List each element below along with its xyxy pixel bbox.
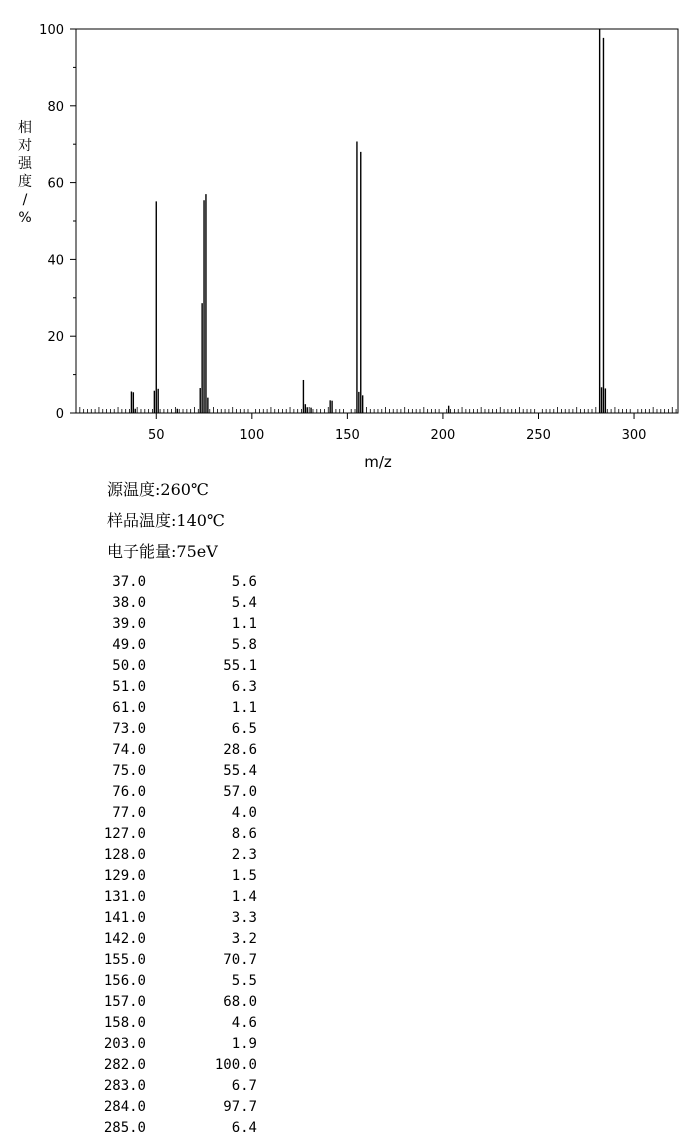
peak-intensity: 1.1	[231, 616, 257, 632]
peak-intensity: 6.3	[231, 679, 257, 695]
peak-table-row	[0, 593, 300, 614]
peak-table-row	[0, 572, 300, 593]
y-axis-ticks	[39, 23, 76, 422]
peak-mz: 158.0	[103, 1015, 146, 1031]
peak-mz: 76.0	[112, 784, 146, 800]
peak-intensity: 1.5	[231, 868, 257, 884]
peak-table-row	[0, 887, 300, 908]
spectrum-peaks	[131, 29, 605, 413]
peak-table-row	[0, 992, 300, 1013]
peak-table-row	[0, 1034, 300, 1055]
peak-mz: 155.0	[103, 952, 146, 968]
peak-intensity: 100.0	[214, 1057, 257, 1073]
peak-mz: 156.0	[103, 973, 146, 989]
x-tick-label: 100	[239, 428, 265, 443]
peak-intensity: 5.8	[231, 637, 257, 653]
peak-table-row	[0, 761, 300, 782]
peak-intensity: 57.0	[223, 784, 257, 800]
peak-table-row	[0, 1076, 300, 1097]
peak-mz: 61.0	[112, 700, 146, 716]
peak-intensity: 70.7	[223, 952, 257, 968]
peak-mz: 73.0	[112, 721, 146, 737]
peak-table-row	[0, 698, 300, 719]
y-tick-label: 20	[47, 330, 64, 346]
electron-energy: 电子能量:75eV	[107, 542, 218, 561]
peak-mz: 74.0	[112, 742, 146, 758]
peak-mz: 157.0	[103, 994, 146, 1010]
peak-table-row	[0, 1055, 300, 1076]
peak-mz: 50.0	[112, 658, 146, 674]
source-temperature: 源温度:260℃	[107, 480, 209, 499]
plot-frame	[76, 29, 678, 413]
peak-table-row	[0, 677, 300, 698]
y-tick-label: 0	[55, 407, 64, 422]
peak-mz: 284.0	[103, 1099, 146, 1115]
peak-mz: 51.0	[112, 679, 146, 695]
peak-mz: 131.0	[103, 889, 146, 905]
peak-mz: 128.0	[103, 847, 146, 863]
peak-intensity: 6.4	[231, 1120, 257, 1136]
peak-intensity: 55.1	[223, 658, 257, 674]
peak-mz: 283.0	[103, 1078, 146, 1094]
peak-mz: 142.0	[103, 931, 146, 947]
peak-intensity: 68.0	[223, 994, 257, 1010]
peak-mz: 38.0	[112, 595, 146, 611]
peak-intensity: 8.6	[231, 826, 257, 842]
peak-table-row	[0, 950, 300, 971]
peak-intensity: 5.4	[231, 595, 257, 611]
y-tick-label: 100	[39, 23, 64, 38]
x-tick-label: 50	[147, 428, 165, 443]
peak-intensity: 1.4	[231, 889, 257, 905]
y-tick-label: 80	[47, 99, 64, 115]
x-tick-label: 300	[621, 428, 647, 443]
peak-table-row	[0, 929, 300, 950]
x-tick-label: 200	[430, 428, 456, 443]
peak-intensity: 5.5	[231, 973, 257, 989]
peak-mz: 129.0	[103, 868, 146, 884]
peak-mz: 49.0	[112, 637, 146, 653]
peak-table-row	[0, 824, 300, 845]
y-tick-label: 40	[47, 253, 64, 269]
peak-intensity: 2.3	[231, 847, 257, 863]
peak-intensity: 6.5	[231, 721, 257, 737]
peak-mz: 37.0	[112, 574, 146, 590]
y-axis-label: 相对强度/ %	[18, 120, 32, 226]
mass-spectrum-chart	[0, 0, 687, 480]
peak-table-row	[0, 803, 300, 824]
peak-table-row	[0, 656, 300, 677]
x-minor-ticks	[76, 407, 676, 413]
x-axis-ticks	[148, 413, 646, 443]
peak-table-row	[0, 782, 300, 803]
peak-mz: 127.0	[103, 826, 146, 842]
peak-intensity: 5.6	[231, 574, 257, 590]
peak-mz: 285.0	[103, 1120, 146, 1136]
peak-intensity: 4.0	[231, 805, 257, 821]
peak-mz: 282.0	[103, 1057, 146, 1073]
peak-intensity: 6.7	[231, 1078, 257, 1094]
peak-table	[0, 572, 300, 1139]
peak-intensity: 28.6	[223, 742, 257, 758]
peak-intensity: 97.7	[223, 1099, 257, 1115]
peak-table-row	[0, 635, 300, 656]
peak-intensity: 4.6	[231, 1015, 257, 1031]
peak-mz: 141.0	[103, 910, 146, 926]
x-axis-label: m/z	[364, 453, 392, 471]
peak-table-row	[0, 908, 300, 929]
peak-mz: 75.0	[112, 763, 146, 779]
peak-intensity: 3.3	[231, 910, 257, 926]
peak-table-row	[0, 971, 300, 992]
x-tick-label: 150	[334, 428, 360, 443]
peak-table-row	[0, 1013, 300, 1034]
sample-temperature: 样品温度:140℃	[107, 511, 225, 530]
y-tick-label: 60	[47, 176, 64, 192]
peak-table-row	[0, 845, 300, 866]
peak-table-row	[0, 740, 300, 761]
peak-intensity: 1.1	[231, 700, 257, 716]
peak-mz: 203.0	[103, 1036, 146, 1052]
peak-table-row	[0, 614, 300, 635]
peak-mz: 39.0	[112, 616, 146, 632]
peak-intensity: 3.2	[231, 931, 257, 947]
peak-table-row	[0, 1097, 300, 1118]
peak-mz: 77.0	[112, 805, 146, 821]
peak-intensity: 55.4	[223, 763, 257, 779]
peak-table-row	[0, 719, 300, 740]
peak-table-row	[0, 1118, 300, 1139]
peak-intensity: 1.9	[231, 1036, 257, 1052]
peak-table-row	[0, 866, 300, 887]
x-tick-label: 250	[526, 428, 551, 443]
